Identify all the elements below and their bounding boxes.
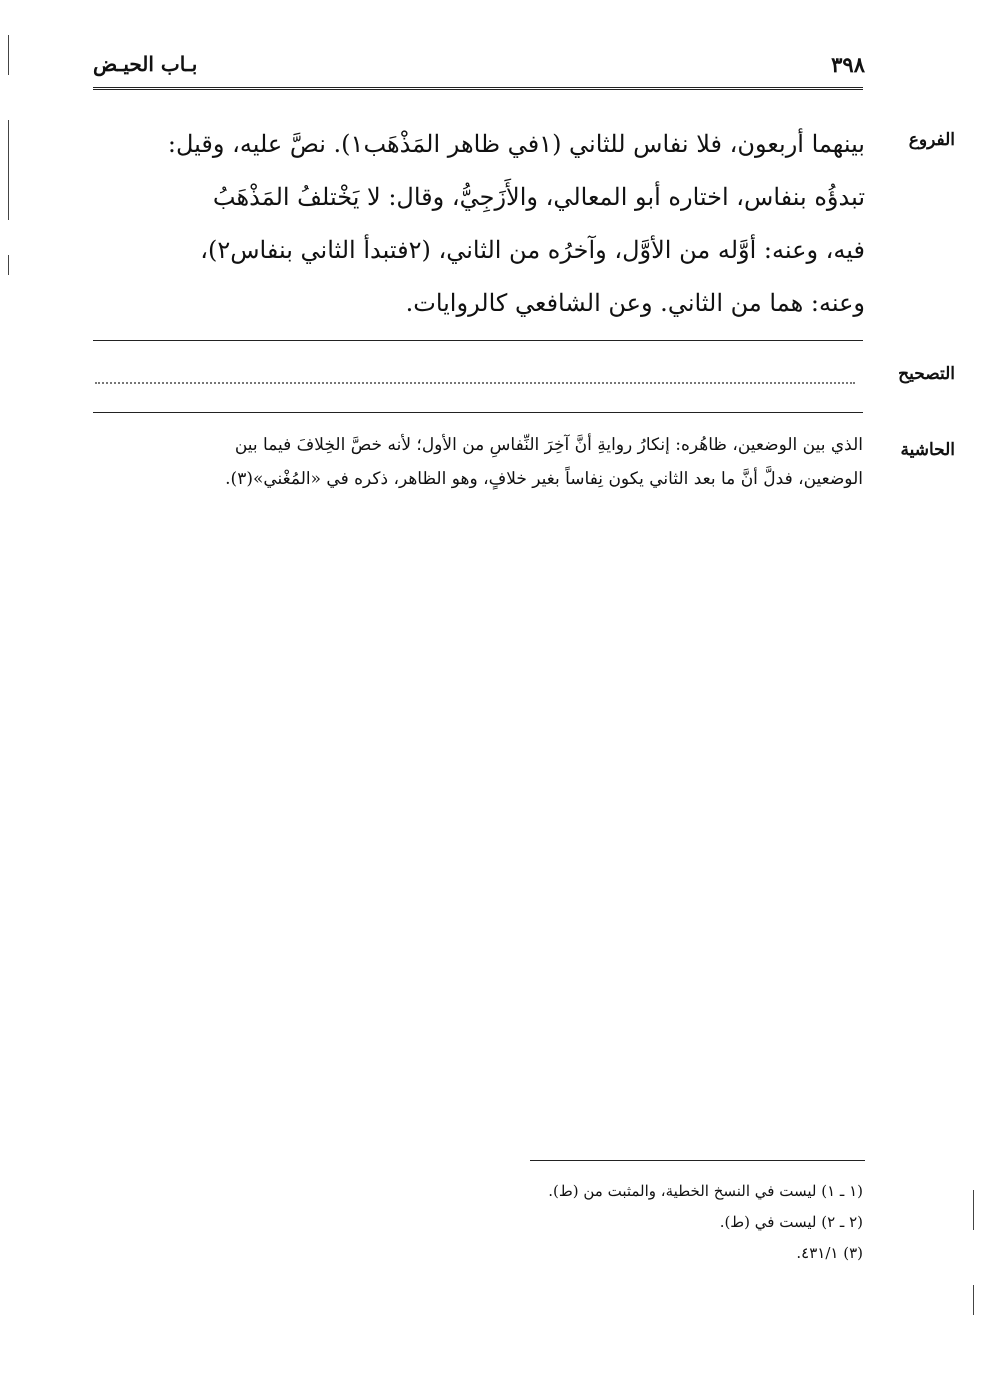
running-header bbox=[93, 52, 865, 86]
text-line: بينهما أربعون، فلا نفاس للثاني (١في ظاهر المَذْهَب١). نصَّ عليه، وقيل: bbox=[167, 130, 865, 158]
scan-edge-mark bbox=[973, 1190, 974, 1230]
text-line: الوضعين، فدلَّ أنَّ ما بعد الثاني يكون نِفاساً بغير خلافٍ، وهو الظاهر، ذكره في «المُغْني»(٣). bbox=[225, 469, 863, 489]
running-title: بـاب الحيـض bbox=[93, 52, 198, 76]
tashih-dotted-line bbox=[95, 378, 855, 384]
furu-text bbox=[105, 118, 865, 330]
text-line: وعنه: هما من الثاني. وعن الشافعي كالروايات. bbox=[405, 289, 865, 317]
footnote: (٢ ـ ٢) ليست في (ط). bbox=[719, 1213, 863, 1231]
section-label-tashih: التصحيح bbox=[898, 364, 955, 384]
footnote: (١ ـ ١) ليست في النسخ الخطية، والمثبت من (ط). bbox=[548, 1182, 863, 1200]
scan-edge-mark bbox=[8, 120, 9, 220]
text-line: الذي بين الوضعين، ظاهُره: إنكارُ روايةِ أنَّ آخِرَ النِّفاسِ من الأول؛ لأنه خصَّ الخِلافَ فيما بين bbox=[234, 435, 863, 455]
hashiya-text bbox=[103, 428, 863, 496]
section-label-hashiya: الحاشية bbox=[900, 440, 955, 460]
footnotes bbox=[443, 1176, 863, 1269]
text-line: تبدؤُه بنفاس، اختاره أبو المعالي، والأَزَجِيُّ، وقال: لا يَخْتلفُ المَذْهَبُ bbox=[212, 183, 865, 211]
section-label-furu: الفروع bbox=[908, 130, 955, 150]
page-number: ٣٩٨ bbox=[831, 52, 865, 77]
scan-edge-mark bbox=[8, 35, 9, 75]
footnote: (٣) ٤٣١/١. bbox=[796, 1244, 863, 1262]
text-line: فيه، وعنه: أوَّله من الأوَّل، وآخرُه من الثاني، (٢فتبدأ الثاني بنفاس٢)، bbox=[200, 236, 865, 264]
scan-edge-mark bbox=[973, 1285, 974, 1315]
footnote-rule bbox=[530, 1160, 865, 1161]
header-double-rule bbox=[93, 87, 863, 90]
section-divider bbox=[93, 412, 863, 413]
scan-edge-mark bbox=[8, 255, 9, 275]
section-divider bbox=[93, 340, 863, 341]
